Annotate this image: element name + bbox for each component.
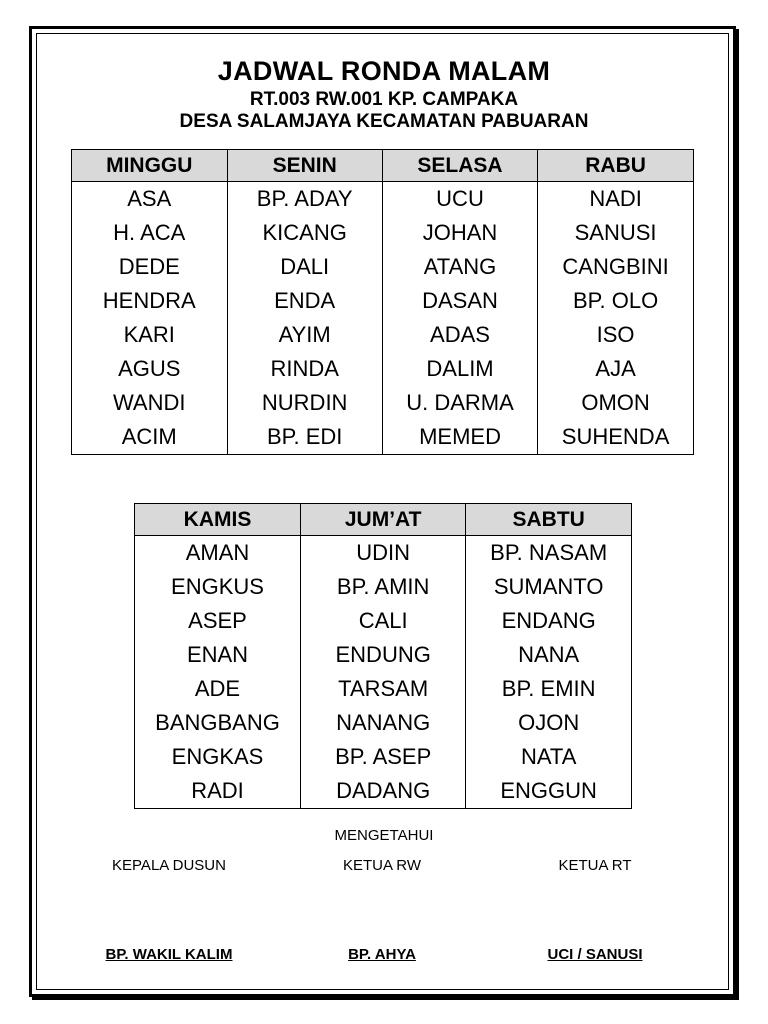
- table-row: [135, 570, 632, 604]
- table-cell: NANA: [466, 638, 632, 672]
- column-header-senin: SENIN: [227, 150, 382, 182]
- table-cell: DASAN: [382, 284, 537, 318]
- table-cell: ADE: [135, 672, 301, 706]
- role-kepala-dusun: KEPALA DUSUN: [112, 857, 226, 874]
- table-cell: OJON: [466, 706, 632, 740]
- table-cell: RINDA: [227, 352, 382, 386]
- table-cell: BP. ASEP: [301, 740, 466, 774]
- table-cell: DADANG: [301, 774, 466, 809]
- table-cell: NATA: [466, 740, 632, 774]
- table-row: [72, 182, 694, 217]
- table-cell: ISO: [538, 318, 694, 352]
- table-row: [72, 250, 694, 284]
- table-cell: ENDA: [227, 284, 382, 318]
- table-cell: NADI: [538, 182, 694, 217]
- table-cell: AMAN: [135, 536, 301, 571]
- table-row: [72, 216, 694, 250]
- table-header-row: [72, 150, 694, 182]
- table-header-row: [135, 504, 632, 536]
- table-row: [135, 536, 632, 571]
- table-cell: UDIN: [301, 536, 466, 571]
- table-cell: MEMED: [382, 420, 537, 455]
- table-cell: ENAN: [135, 638, 301, 672]
- table-cell: BP. OLO: [538, 284, 694, 318]
- schedule-table-thursday-saturday: [134, 503, 632, 809]
- table-cell: ENDUNG: [301, 638, 466, 672]
- table-cell: BP. AMIN: [301, 570, 466, 604]
- table-row: [135, 706, 632, 740]
- table-cell: ASA: [72, 182, 228, 217]
- column-header-sabtu: SABTU: [466, 504, 632, 536]
- table-row: [135, 638, 632, 672]
- column-header-minggu: MINGGU: [72, 150, 228, 182]
- table-cell: BP. ADAY: [227, 182, 382, 217]
- table-cell: ACIM: [72, 420, 228, 455]
- table-cell: SUHENDA: [538, 420, 694, 455]
- table-cell: CALI: [301, 604, 466, 638]
- table-cell: ENGGUN: [466, 774, 632, 809]
- document-subtitle-desa: DESA SALAMJAYA KECAMATAN PABUARAN: [179, 111, 589, 132]
- role-ketua-rt: KETUA RT: [558, 857, 632, 874]
- table-cell: DEDE: [72, 250, 228, 284]
- table-row: [135, 774, 632, 809]
- table-row: [72, 352, 694, 386]
- table-cell: TARSAM: [301, 672, 466, 706]
- signatory-kepala-dusun: BP. WAKIL KALIM: [105, 946, 233, 963]
- column-header-selasa: SELASA: [382, 150, 537, 182]
- table-cell: SANUSI: [538, 216, 694, 250]
- table-row: [72, 318, 694, 352]
- table-cell: ATANG: [382, 250, 537, 284]
- column-header-jumat: JUM’AT: [301, 504, 466, 536]
- table-cell: KARI: [72, 318, 228, 352]
- table-cell: DALIM: [382, 352, 537, 386]
- table-cell: BANGBANG: [135, 706, 301, 740]
- document-title: JADWAL RONDA MALAM: [217, 56, 551, 86]
- table-row: [135, 740, 632, 774]
- signatory-ketua-rw: BP. AHYA: [348, 946, 416, 963]
- table-row: [72, 386, 694, 420]
- table-cell: RADI: [135, 774, 301, 809]
- table-cell: ADAS: [382, 318, 537, 352]
- table-cell: KICANG: [227, 216, 382, 250]
- table-cell: JOHAN: [382, 216, 537, 250]
- table-cell: NURDIN: [227, 386, 382, 420]
- table-cell: U. DARMA: [382, 386, 537, 420]
- table-cell: HENDRA: [72, 284, 228, 318]
- table-cell: AJA: [538, 352, 694, 386]
- table-cell: BP. EMIN: [466, 672, 632, 706]
- table-row: [135, 672, 632, 706]
- table-cell: BP. NASAM: [466, 536, 632, 571]
- acknowledge-label: MENGETAHUI: [334, 827, 434, 844]
- table-cell: ENGKAS: [135, 740, 301, 774]
- table-cell: DALI: [227, 250, 382, 284]
- column-header-kamis: KAMIS: [135, 504, 301, 536]
- column-header-rabu: RABU: [538, 150, 694, 182]
- table-row: [135, 604, 632, 638]
- table-cell: H. ACA: [72, 216, 228, 250]
- table-cell: ENDANG: [466, 604, 632, 638]
- table-cell: UCU: [382, 182, 537, 217]
- table-cell: OMON: [538, 386, 694, 420]
- document-subtitle-rt-rw: RT.003 RW.001 KP. CAMPAKA: [249, 89, 519, 110]
- table-cell: NANANG: [301, 706, 466, 740]
- table-cell: AGUS: [72, 352, 228, 386]
- signatory-ketua-rt: UCI / SANUSI: [547, 946, 643, 963]
- schedule-table-sunday-wednesday: [71, 149, 694, 455]
- table-cell: SUMANTO: [466, 570, 632, 604]
- table-row: [72, 284, 694, 318]
- table-cell: AYIM: [227, 318, 382, 352]
- table-row: [72, 420, 694, 455]
- table-cell: ENGKUS: [135, 570, 301, 604]
- table-cell: ASEP: [135, 604, 301, 638]
- table-cell: CANGBINI: [538, 250, 694, 284]
- table-cell: WANDI: [72, 386, 228, 420]
- table-cell: BP. EDI: [227, 420, 382, 455]
- role-ketua-rw: KETUA RW: [342, 857, 422, 874]
